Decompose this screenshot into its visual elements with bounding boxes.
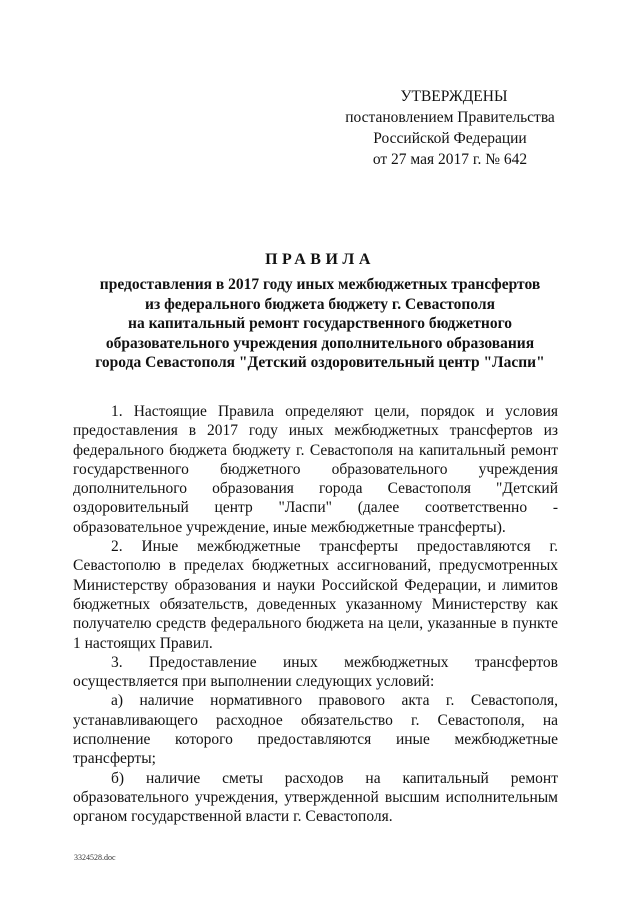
subtitle-line: на капитальный ремонт государственного бюджетного xyxy=(128,315,512,332)
paragraph-2: 2. Иные межбюджетные трансферты предоставляются г. Севастополю в пределах бюджетных ассигнований, предусмотренных Министерству образования и науки Российской Федерации, и лимитов бюджетных обязательств, доведенных указанному Министерству как получателю средств федерального бюджета на цели, указанные в пункте 1 настоящих Правил. xyxy=(73,538,558,652)
paragraph-3a: а) наличие нормативного правового акта г. Севастополя, устанавливающего расходное обязательство г. Севастополя, на исполнение которого предоставляются иные межбюджетные трансферты; xyxy=(73,692,558,768)
file-name-footer: 3324528.doc xyxy=(74,853,116,862)
paragraph-3: 3. Предоставление иных межбюджетных трансфертов осуществляется при выполнении следующих условий: xyxy=(73,653,558,691)
document-body xyxy=(73,402,558,827)
document-subtitle xyxy=(60,275,580,373)
subtitle-line: из федерального бюджета бюджету г. Севастополя xyxy=(145,295,495,313)
paragraph-3b: б) наличие сметы расходов на капитальный ремонт образовательного учреждения, утвержденной высшим исполнительным органом государственной власти г. Севастополя. xyxy=(73,769,558,826)
subtitle-line: города Севастополя "Детский оздоровительный центр "Ласпи" xyxy=(95,354,545,371)
approval-decree: постановлением Правительства xyxy=(345,109,555,126)
approval-block xyxy=(330,86,570,170)
subtitle-line: предоставления в 2017 году иных межбюджетных трансфертов xyxy=(99,276,541,293)
paragraph-1: 1. Настоящие Правила определяют цели, порядок и условия предоставления в 2017 году иных межбюджетных трансфертов из федерального бюджета бюджету г. Севастополя на капитальный ремонт государственного бюджетного образовательного учреждения дополнительного образования города Севастополя "Детский оздоровительный центр "Ласпи" (далее соответственно - образовательное учреждение, иные межбюджетные трансферты). xyxy=(73,403,558,536)
document-title: ПРАВИЛА xyxy=(265,251,375,268)
approval-date-number: от 27 мая 2017 г. № 642 xyxy=(372,151,528,168)
approval-government: Российской Федерации xyxy=(373,130,527,147)
approval-heading: УТВЕРЖДЕНЫ xyxy=(400,88,508,105)
subtitle-line: образовательного учреждения дополнительного образования xyxy=(105,334,535,352)
